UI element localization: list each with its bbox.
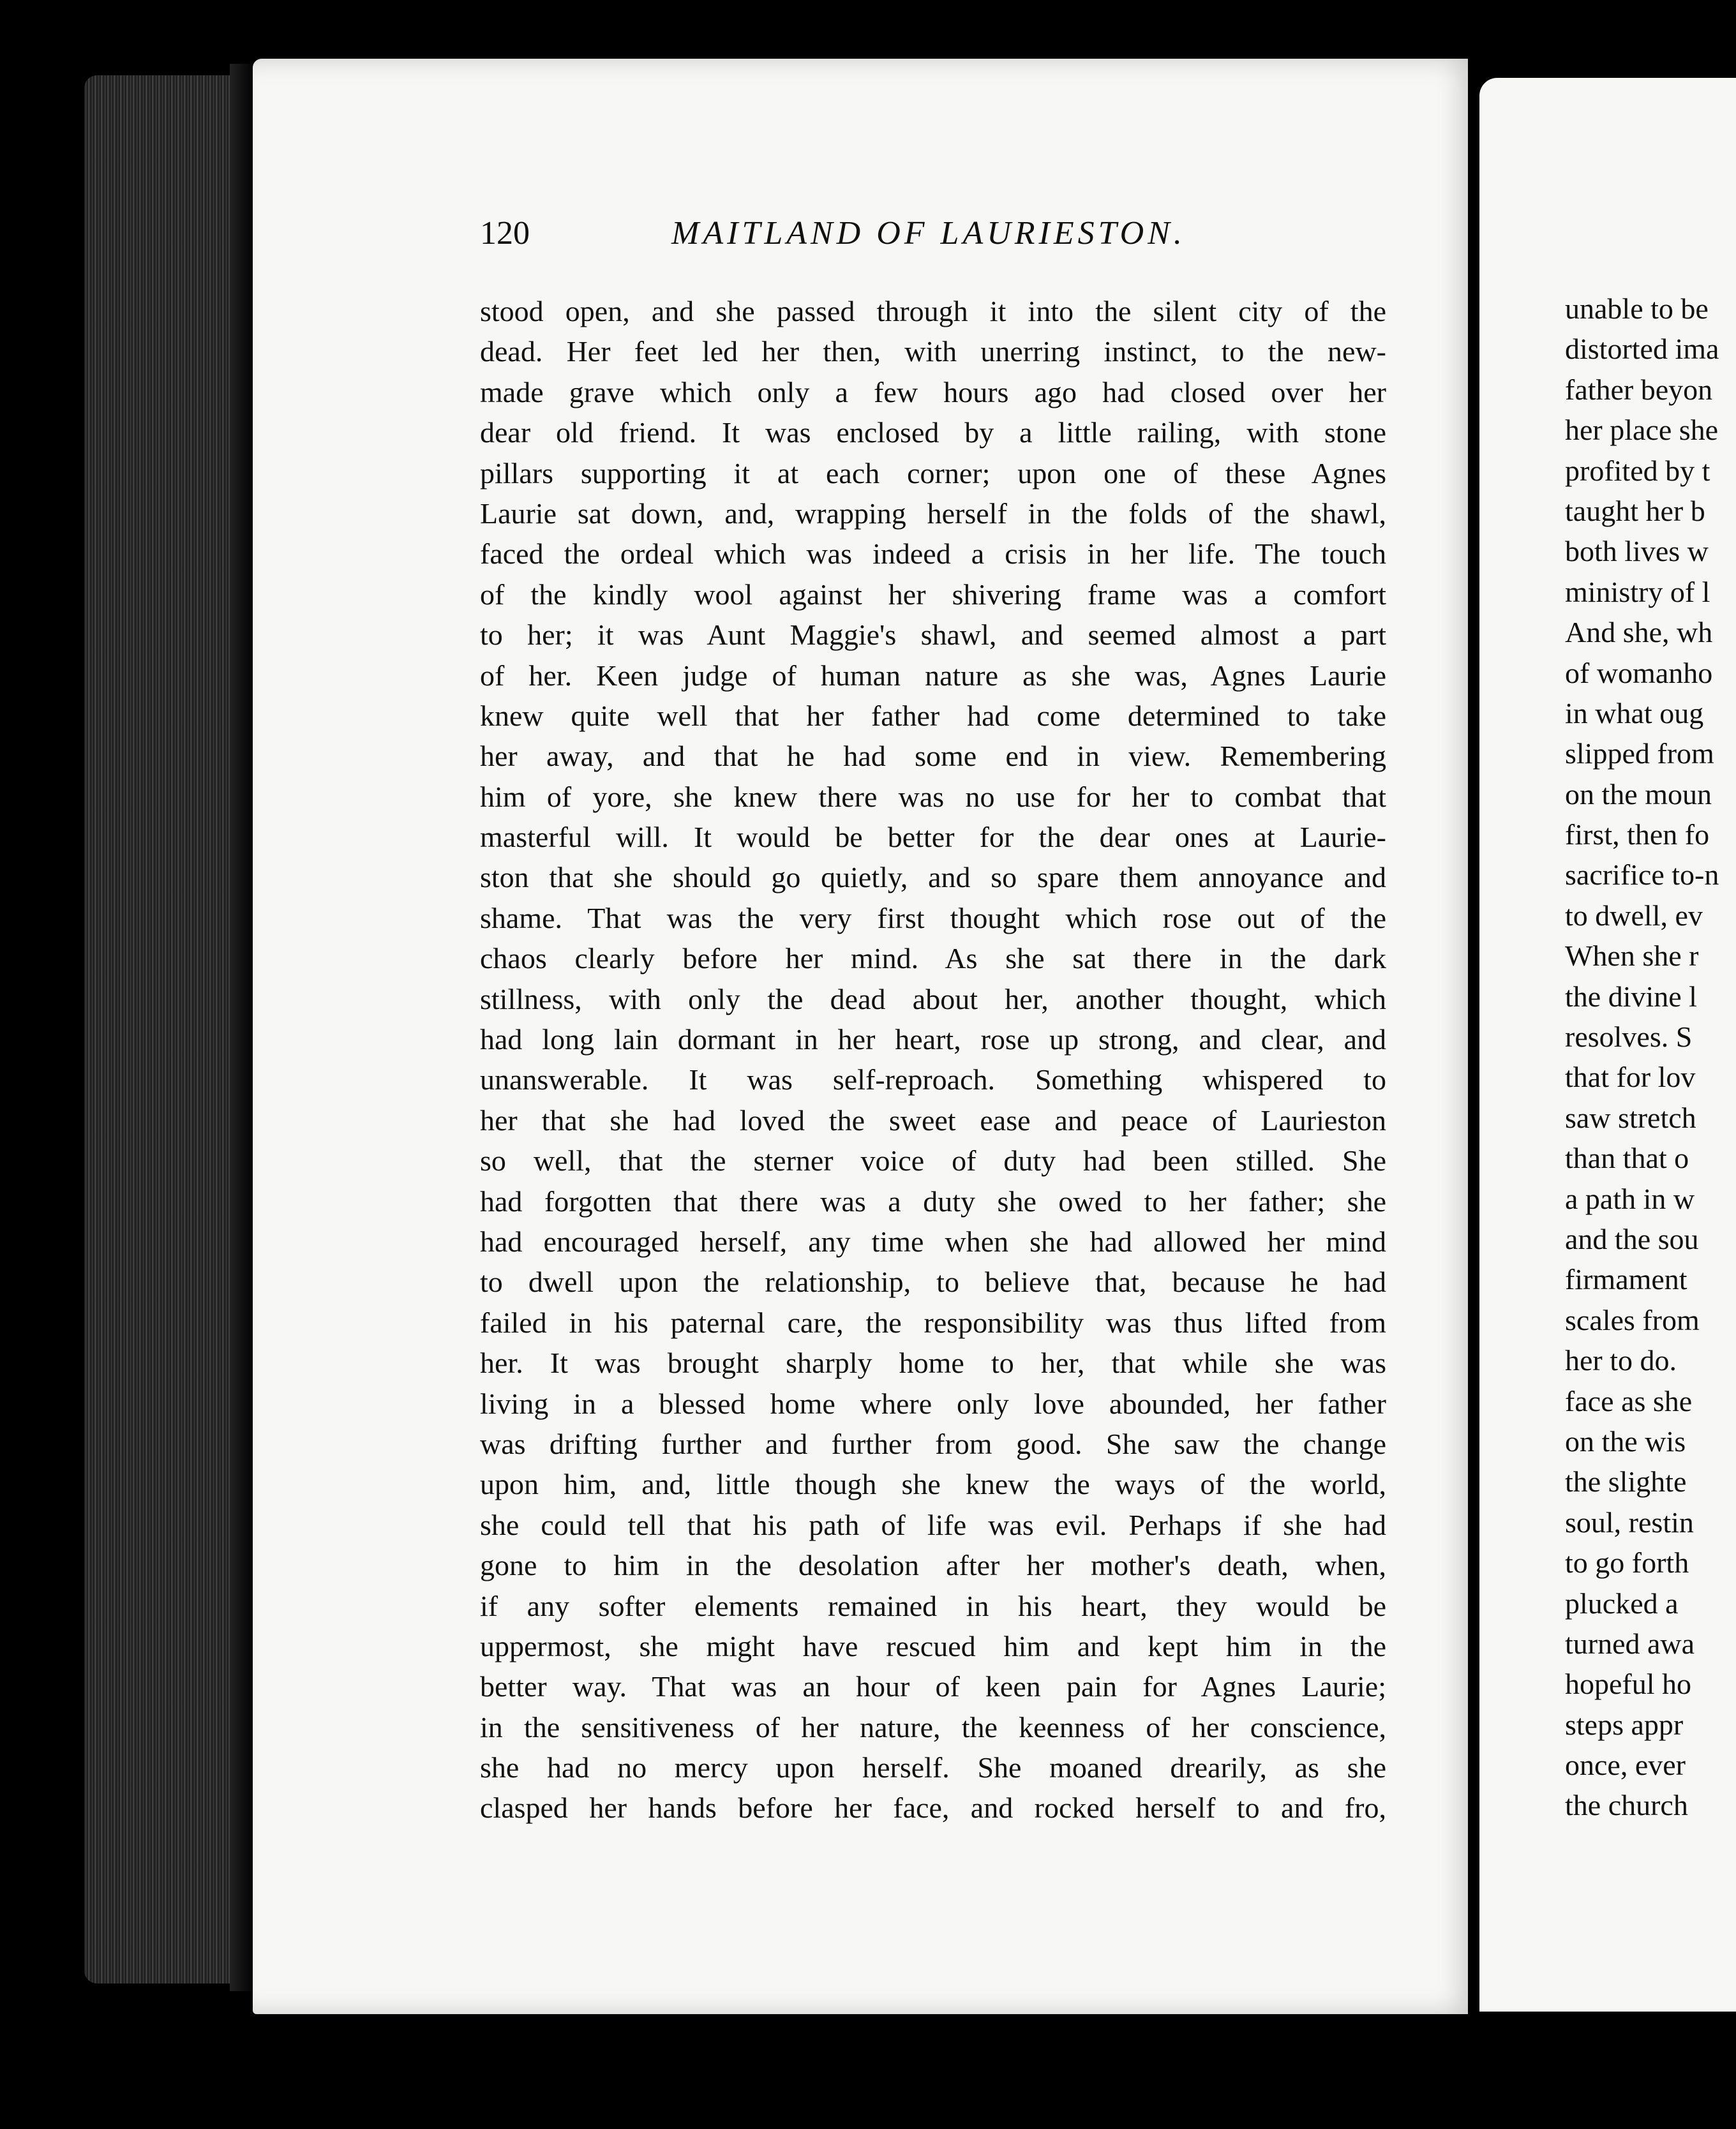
text-line: masterful will. It would be better for the dear ones at Laurie-	[480, 821, 1386, 854]
text-line: on the wis	[1565, 1424, 1686, 1458]
text-line: to go forth	[1565, 1546, 1689, 1580]
text-line: in the sensitiveness of her nature, the keenness of her conscience,	[480, 1710, 1386, 1744]
page-header	[480, 214, 1214, 265]
text-line: than that o	[1565, 1142, 1689, 1175]
text-line: she had no mercy upon herself. She moaned drearily, as she	[480, 1751, 1386, 1784]
text-line: failed in his paternal care, the responsibility was thus lifted from	[480, 1306, 1386, 1339]
text-line: and the sou	[1565, 1222, 1699, 1255]
text-line: a path in w	[1565, 1182, 1695, 1215]
text-line: had encouraged herself, any time when she had allowed her mind	[480, 1225, 1386, 1258]
text-line: stillness, with only the dead about her, another thought, which	[480, 982, 1386, 1015]
text-line: the church	[1565, 1789, 1688, 1822]
text-line: so well, that the sterner voice of duty had been stilled. She	[480, 1144, 1386, 1177]
text-line: father beyon	[1565, 373, 1713, 406]
text-line: had forgotten that there was a duty she owed to her father; she	[480, 1184, 1386, 1218]
text-line: upon him, and, little though she knew the ways of the world,	[480, 1468, 1386, 1501]
text-line: her that she had loved the sweet ease and peace of Laurieston	[480, 1103, 1386, 1137]
text-line: ston that she should go quietly, and so spare them annoyance and	[480, 861, 1386, 894]
book-edge-shadow	[230, 64, 255, 1991]
text-line: first, then fo	[1565, 818, 1710, 851]
text-line: When she r	[1565, 939, 1699, 973]
text-line: better way. That was an hour of keen pain for Agnes Laurie;	[480, 1670, 1386, 1703]
text-line: sacrifice to-n	[1565, 858, 1719, 892]
text-line: the slighte	[1565, 1465, 1687, 1498]
text-line: of her. Keen judge of human nature as she was, Agnes Laurie	[480, 659, 1386, 692]
text-line: resolves. S	[1565, 1020, 1693, 1054]
text-line: she could tell that his path of life was evil. Perhaps if she had	[480, 1508, 1386, 1541]
text-line: to her; it was Aunt Maggie's shawl, and seemed almost a part	[480, 618, 1386, 652]
left-page-body	[480, 291, 1386, 1828]
text-line: made grave which only a few hours ago had closed over her	[480, 375, 1386, 408]
page-number: 120	[480, 215, 530, 251]
text-line: her. It was brought sharply home to her, that while she was	[480, 1347, 1386, 1380]
text-line: was drifting further and further from good. She saw the change	[480, 1427, 1386, 1460]
text-line: her to do.	[1565, 1344, 1677, 1377]
text-line: steps appr	[1565, 1708, 1684, 1741]
text-line: that for lov	[1565, 1061, 1696, 1094]
text-line: profited by t	[1565, 454, 1710, 487]
text-line: unable to be	[1565, 292, 1709, 325]
text-line: living in a blessed home where only love abounded, her father	[480, 1387, 1386, 1420]
text-line: shame. That was the very first thought which rose out of the	[480, 901, 1386, 934]
text-line: clasped her hands before her face, and rocked herself to and fro,	[480, 1791, 1386, 1825]
text-line: both lives w	[1565, 535, 1709, 568]
text-line: uppermost, she might have rescued him and kept him in the	[480, 1629, 1386, 1662]
text-line: her place she	[1565, 414, 1719, 447]
text-line: in what oug	[1565, 696, 1704, 729]
text-line: pillars supporting it at each corner; upon one of these Agnes	[480, 456, 1386, 489]
text-line: face as she	[1565, 1384, 1693, 1417]
text-line: once, ever	[1565, 1749, 1686, 1782]
text-line: unanswerable. It was self-reproach. Something whispered to	[480, 1063, 1386, 1096]
text-line: her away, and that he had some end in view. Remembering	[480, 740, 1386, 773]
text-line: slipped from	[1565, 737, 1714, 770]
text-line: soul, restin	[1565, 1505, 1694, 1539]
text-line: taught her b	[1565, 494, 1705, 527]
text-line: if any softer elements remained in his heart, they would be	[480, 1589, 1386, 1622]
text-line: scales from	[1565, 1303, 1700, 1336]
text-line: dead. Her feet led her then, with unerring instinct, to the new-	[480, 335, 1386, 368]
text-line: to dwell, ev	[1565, 899, 1703, 932]
text-line: firmament	[1565, 1263, 1687, 1296]
text-line: of the kindly wool against her shivering frame was a comfort	[480, 578, 1386, 611]
text-line: dear old friend. It was enclosed by a little railing, with stone	[480, 416, 1386, 449]
text-line: turned awa	[1565, 1627, 1695, 1660]
text-line: him of yore, she knew there was no use for her to combat that	[480, 780, 1386, 813]
text-line: Laurie sat down, and, wrapping herself in the folds of the shawl,	[480, 497, 1386, 530]
text-line: And she, wh	[1565, 616, 1713, 649]
text-line: saw stretch	[1565, 1101, 1696, 1134]
text-line: of womanho	[1565, 656, 1713, 689]
text-line: to dwell upon the relationship, to believe that, because he had	[480, 1266, 1386, 1299]
text-line: distorted ima	[1565, 332, 1719, 366]
text-line: knew quite well that her father had come determined to take	[480, 699, 1386, 732]
running-head: MAITLAND OF LAURIESTON.	[671, 215, 1186, 251]
text-line: on the moun	[1565, 777, 1712, 811]
text-line: chaos clearly before her mind. As she sat there in the dark	[480, 942, 1386, 975]
text-line: plucked a	[1565, 1587, 1679, 1620]
text-line: faced the ordeal which was indeed a crisis in her life. The touch	[480, 537, 1386, 571]
right-page-body	[1565, 288, 1736, 1826]
text-line: gone to him in the desolation after her mother's death, when,	[480, 1549, 1386, 1582]
text-line: stood open, and she passed through it into the silent city of the	[480, 295, 1386, 327]
text-line: the divine l	[1565, 980, 1697, 1013]
text-line: hopeful ho	[1565, 1668, 1692, 1701]
text-line: had long lain dormant in her heart, rose up strong, and clear, and	[480, 1023, 1386, 1056]
text-line: ministry of l	[1565, 575, 1710, 608]
